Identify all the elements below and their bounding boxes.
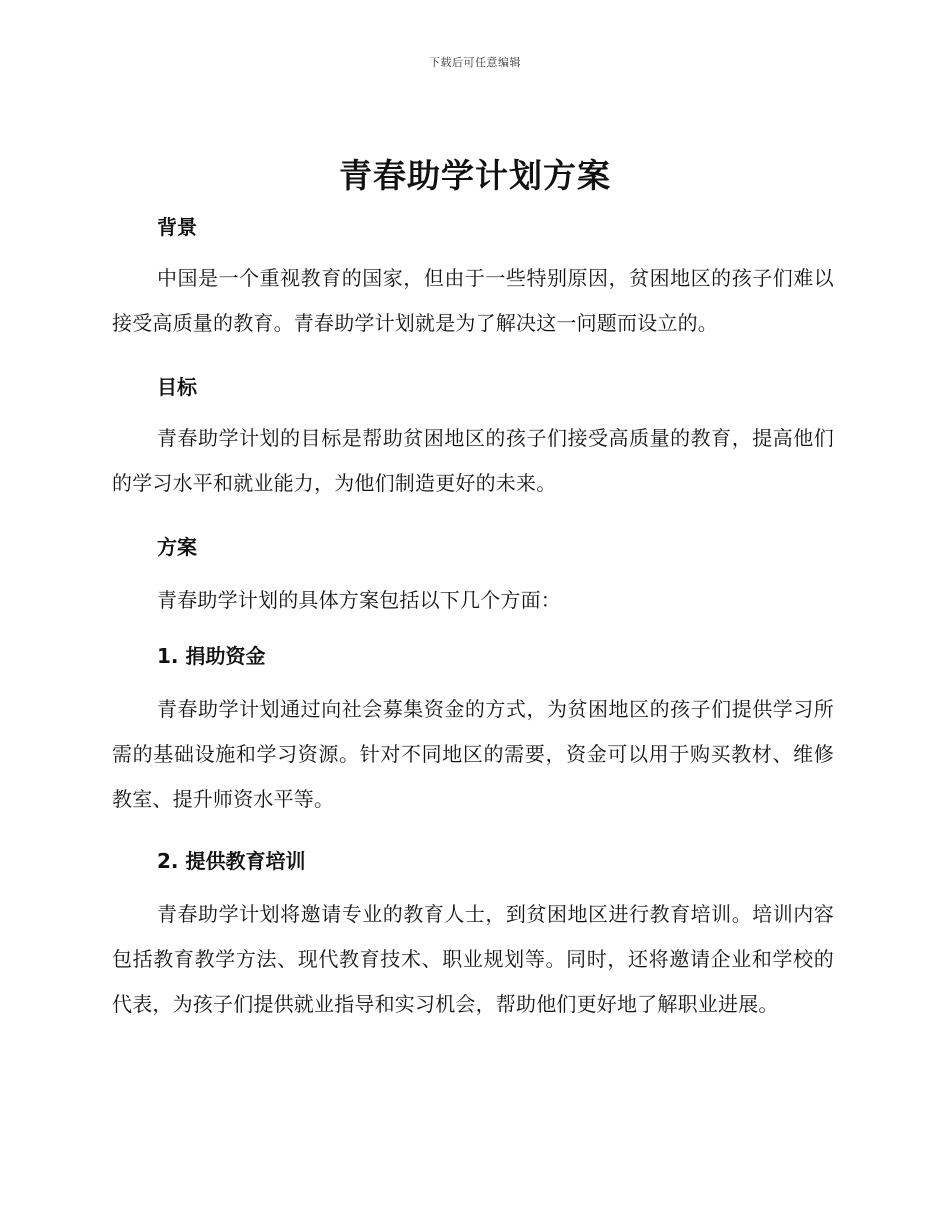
page-header-note: 下载后可任意编辑	[429, 56, 521, 69]
section-paragraph-plan: 青春助学计划的具体方案包括以下几个方面：	[157, 588, 561, 612]
section-heading-plan: 方案	[157, 535, 197, 559]
section-paragraph-funding: 青春助学计划通过向社会募集资金的方式，为贫困地区的孩子们提供学习所需的基础设施和学习资源。针对不同地区的需要，资金可以用于购买教材、维修教室、提升师资水平等。	[112, 697, 834, 811]
section-heading-goal: 目标	[157, 375, 197, 399]
section-paragraph-training: 青春助学计划将邀请专业的教育人士，到贫困地区进行教育培训。培训内容包括教育教学方法、现代教育技术、职业规划等。同时，还将邀请企业和学校的代表，为孩子们提供就业指导和实习机会，帮助他们更好地了解职业进展。	[112, 902, 834, 1016]
section-paragraph-goal: 青春助学计划的目标是帮助贫困地区的孩子们接受高质量的教育，提高他们的学习水平和就业能力，为他们制造更好的未来。	[112, 426, 834, 495]
section-heading-background: 背景	[157, 215, 197, 239]
section-paragraph-background: 中国是一个重视教育的国家，但由于一些特别原因，贫困地区的孩子们难以接受高质量的教育。青春助学计划就是为了解决这一问题而设立的。	[112, 266, 834, 335]
section-heading-funding: 1. 捐助资金	[157, 644, 266, 668]
document-title: 青春助学计划方案	[339, 156, 611, 195]
section-heading-training: 2. 提供教育培训	[157, 849, 306, 873]
document-body	[112, 198, 834, 1027]
